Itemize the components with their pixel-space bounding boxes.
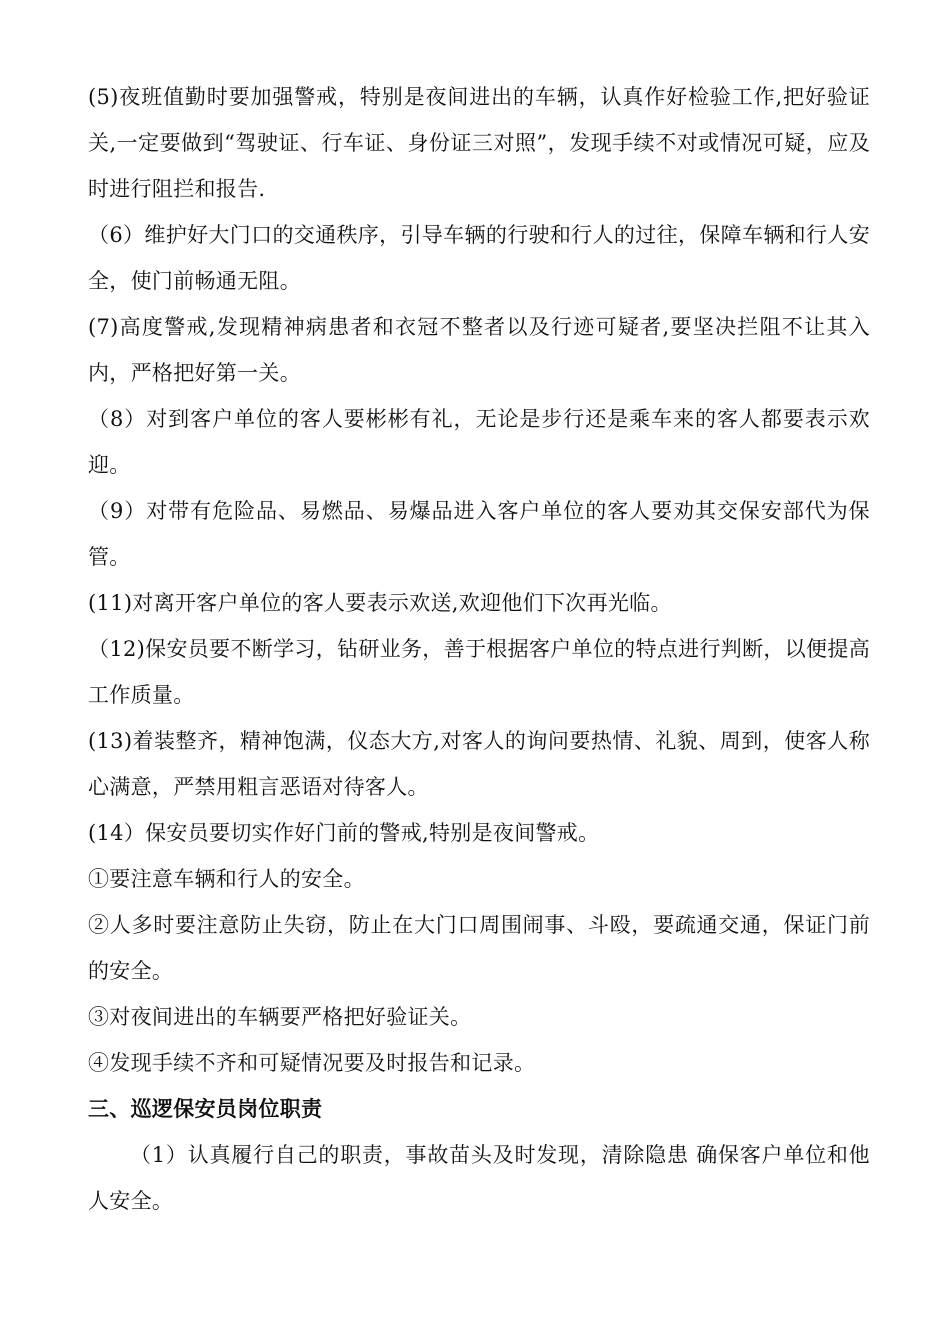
paragraph-7: (7)高度警戒,发现精神病患者和衣冠不整者以及行迹可疑者,要坚决拦阻不让其入内，严格把好第一关。 xyxy=(88,315,870,385)
list-item-3: ③对夜间进出的车辆要严格把好验证关。 xyxy=(88,1005,472,1029)
section-heading: 三、巡逻保安员岗位职责 xyxy=(88,1097,323,1121)
paragraph-11: (11)对离开客户单位的客人要表示欢送,欢迎他们下次再光临。 xyxy=(88,591,672,615)
paragraph-8: （8）对到客户单位的客人要彬彬有礼，无论是步行还是乘车来的客人都要表示欢迎。 xyxy=(88,407,870,477)
paragraph-12: （12)保安员要不断学习，钻研业务，善于根据客户单位的特点进行判断，以便提高工作质量。 xyxy=(88,637,870,707)
list-item-4: ④发现手续不齐和可疑情况要及时报告和记录。 xyxy=(88,1051,536,1075)
paragraph-5: (5)夜班值勤时要加强警戒，特别是夜间进出的车辆，认真作好检验工作,把好验证关,一定要做到“驾驶证、行车证、身份证三对照”，发现手续不对或情况可疑，应及时进行阻拦和报告. xyxy=(88,85,870,201)
document-body xyxy=(88,74,870,1224)
list-item-2: ②人多时要注意防止失窃，防止在大门口周围闹事、斗殴，要疏通交通，保证门前的安全。 xyxy=(88,913,870,983)
list-item-1: ①要注意车辆和行人的安全。 xyxy=(88,867,365,891)
paragraph-9: （9）对带有危险品、易燃品、易爆品进入客户单位的客人要劝其交保安部代为保管。 xyxy=(88,499,870,569)
paragraph-14: (14）保安员要切实作好门前的警戒,特别是夜间警戒。 xyxy=(88,821,600,845)
paragraph-6: （6）维护好大门口的交通秩序，引导车辆的行驶和行人的过往，保障车辆和行人安全，使门前畅通无阻。 xyxy=(88,223,870,293)
paragraph-13: (13)着装整齐，精神饱满，仪态大方,对客人的询问要热情、礼貌、周到，使客人称心满意，严禁用粗言恶语对待客人。 xyxy=(88,729,870,799)
section-paragraph-1: （1）认真履行自己的职责，事故苗头及时发现，清除隐患 确保客户单位和他人安全。 xyxy=(88,1143,870,1213)
